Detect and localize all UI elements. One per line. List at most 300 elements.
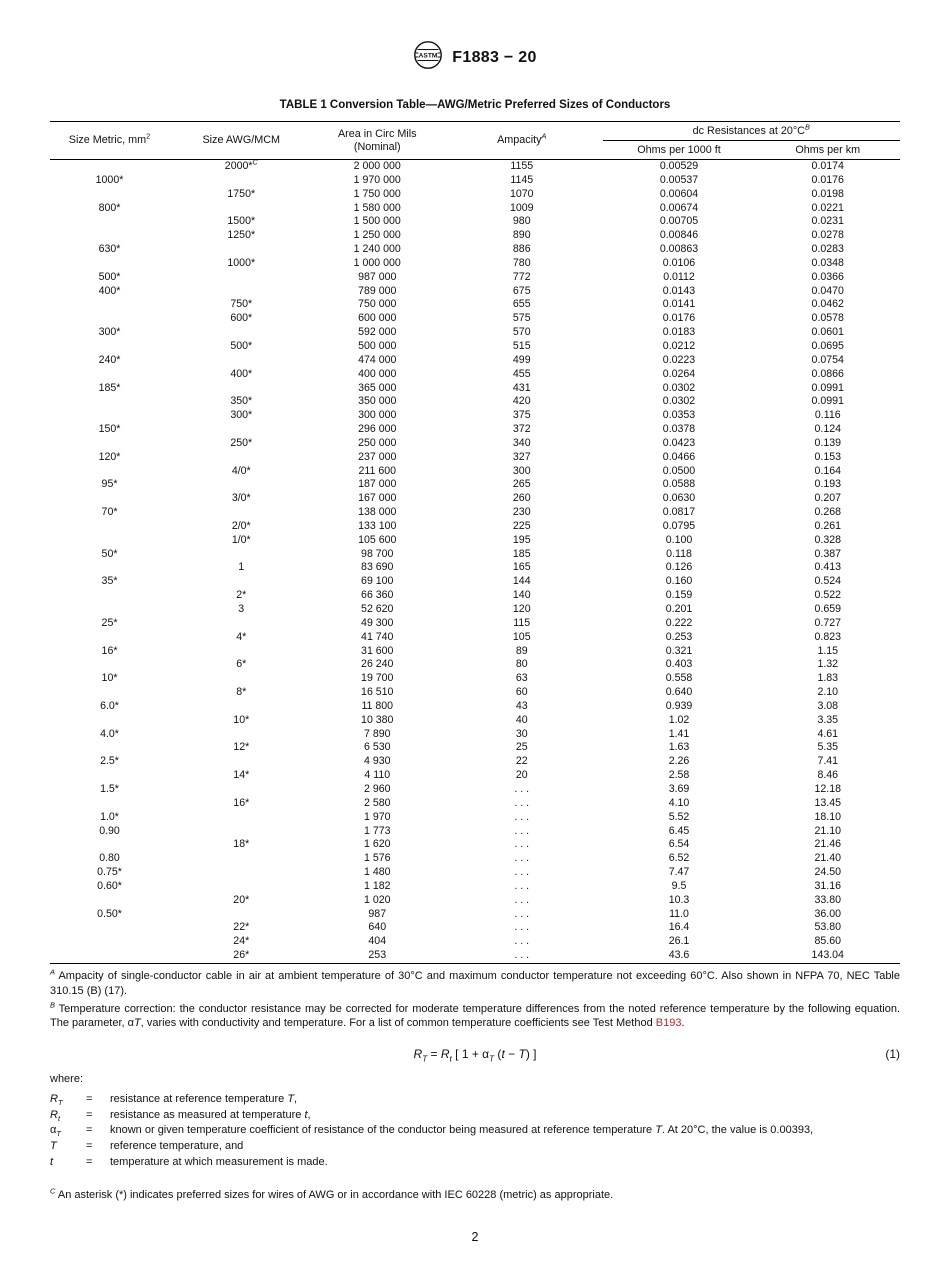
table-cell [50, 658, 169, 672]
table-cell: 3.35 [817, 713, 839, 726]
table-cell: 0.201 [665, 603, 693, 615]
table-cell: 133 100 [358, 519, 397, 532]
table-row [50, 755, 900, 769]
table-cell: 1.83 [817, 672, 839, 685]
table-cell: . . . [514, 893, 530, 906]
table-cell: 1009 [509, 201, 534, 214]
table-cell: 21.40 [814, 852, 841, 865]
table-cell: 138 000 [358, 506, 397, 519]
where-item [50, 1108, 900, 1124]
table-cell [50, 949, 169, 963]
footnotes-section [50, 969, 900, 1031]
table-cell: 886 [512, 243, 531, 256]
table-cell: 31.16 [814, 879, 841, 892]
table-cell [169, 811, 314, 825]
table-cell: 1 970 000 [353, 173, 401, 186]
table-cell: 575 [512, 312, 531, 325]
table-cell: 18* [233, 838, 250, 851]
where-description: resistance at reference temperature T, [110, 1093, 298, 1106]
table-row [50, 949, 900, 963]
table-cell: 0.0378 [662, 423, 696, 436]
table-cell: 3.69 [668, 782, 690, 795]
table-row [50, 368, 900, 382]
table-cell: 0.0462 [811, 298, 844, 311]
footnote-a: $^A$ Ampacity of single-conductor cable in air at ambient temperature of 30°C and maximum conductor temperature not exceeding 60°C. Also shown in NFPA 70, NEC Table 310.15 (B) (17). [50, 967, 900, 997]
table-cell: 0.126 [665, 561, 693, 574]
table-cell: 0.413 [814, 561, 841, 574]
table-row [50, 714, 900, 728]
table-cell: 640 [368, 921, 387, 934]
table-cell: 2.26 [668, 755, 690, 768]
table-cell: 185 [512, 547, 531, 560]
table-cell [169, 548, 314, 562]
table-cell: 0.0366 [811, 270, 844, 283]
table-cell [169, 202, 314, 216]
table-cell [50, 188, 169, 202]
table-row [50, 700, 900, 714]
where-symbol: T [50, 1139, 57, 1152]
table-row [50, 811, 900, 825]
table-cell: 225 [512, 519, 531, 532]
table-row [50, 894, 900, 908]
table-cell: 0.00537 [659, 173, 699, 186]
table-cell: 19 700 [361, 672, 394, 685]
table-cell: 0.0112 [663, 270, 695, 283]
table-cell: 13.45 [814, 796, 841, 809]
table-cell: 592 000 [358, 326, 397, 339]
col-header-ohms-per-km: Ohms per km [795, 143, 861, 156]
table-cell [50, 534, 169, 548]
table-cell: 33.80 [814, 893, 841, 906]
table-cell: 10 380 [361, 713, 394, 726]
table-cell: 6.0* [100, 699, 119, 712]
table-cell: 4* [236, 630, 247, 643]
table-cell [50, 465, 169, 479]
where-symbol: $\alpha_T$ [50, 1124, 61, 1139]
table-cell: 211 600 [358, 464, 396, 477]
table-cell: 0.193 [814, 478, 841, 491]
table-cell: 22* [233, 921, 250, 934]
table-cell: 0.0106 [662, 256, 696, 269]
table-cell: 16 510 [361, 686, 394, 699]
table-cell: . . . [514, 907, 530, 920]
table-cell: 300* [98, 326, 121, 339]
table-cell [50, 686, 169, 700]
table-cell: 185* [98, 381, 121, 394]
table-cell: 2 580 [363, 796, 391, 809]
table-row [50, 797, 900, 811]
table-row [50, 686, 900, 700]
table-cell [50, 797, 169, 811]
table-cell [50, 409, 169, 423]
table-cell: 2 960 [363, 782, 391, 795]
table-row [50, 825, 900, 839]
table-cell [50, 561, 169, 575]
table-cell: 0.403 [665, 658, 693, 671]
equals-sign: = [86, 1124, 93, 1137]
table-cell: 18.10 [814, 810, 841, 823]
table-cell: 1 020 [363, 893, 391, 906]
table-cell: 0.153 [814, 450, 841, 463]
table-row [50, 326, 900, 340]
table-cell: 0.0991 [811, 395, 844, 408]
table-cell [50, 492, 169, 506]
table-cell: 1 620 [363, 838, 391, 851]
table-row [50, 548, 900, 562]
table-row [50, 866, 900, 880]
table-cell [50, 589, 169, 603]
table-cell: 0.522 [814, 589, 841, 602]
where-symbol: $R_T$ [50, 1093, 63, 1108]
table-cell: . . . [514, 852, 530, 865]
table-row [50, 617, 900, 631]
table-cell: 1 250 000 [353, 229, 401, 242]
table-cell: 22 [515, 755, 528, 768]
table-cell: 1.15 [817, 644, 839, 657]
table-cell: 340 [512, 436, 531, 449]
table-cell: 43.6 [668, 949, 690, 962]
table-cell: . . . [514, 935, 530, 948]
table-cell [169, 700, 314, 714]
col-header-size-metric: Size Metric, $mm^2$ [68, 131, 151, 147]
table-row [50, 728, 900, 742]
table-cell: 0.50* [97, 907, 122, 920]
table-cell: 455 [512, 367, 531, 380]
table-row [50, 451, 900, 465]
table-cell: 655 [512, 298, 531, 311]
table-cell: 500 000 [358, 339, 397, 352]
table-cell: 1 000 000 [353, 256, 401, 269]
table-cell: 0.0264 [662, 367, 696, 380]
table-row [50, 645, 900, 659]
table-cell: 675 [512, 284, 531, 297]
table-cell: 372 [512, 423, 531, 436]
table-cell: 0.60* [97, 879, 122, 892]
table-cell [50, 298, 169, 312]
table-cell: 6 530 [363, 741, 391, 754]
table-cell: 499 [512, 353, 531, 366]
table-cell: 0.0470 [811, 284, 844, 297]
equals-sign: = [86, 1155, 93, 1168]
table-cell: 1155 [510, 160, 534, 172]
table-cell: 375 [512, 409, 531, 422]
equals-sign: = [86, 1093, 93, 1106]
table-cell: 0.0500 [662, 464, 696, 477]
table-cell [50, 340, 169, 354]
table-cell: 1.41 [668, 727, 690, 740]
where-label: where: [50, 1073, 84, 1086]
table-cell: 0.0423 [662, 436, 696, 449]
table-cell: 0.0578 [811, 312, 844, 325]
table-cell: 1 240 000 [353, 243, 401, 256]
table-cell: 6.54 [668, 838, 690, 851]
table-cell: 0.0231 [811, 215, 844, 228]
table-cell: 4.61 [817, 727, 839, 740]
table-cell [50, 921, 169, 935]
table-cell [169, 617, 314, 631]
table-cell: 400* [98, 284, 121, 297]
table-cell: 1000* [227, 256, 256, 269]
table-cell: 1 576 [363, 852, 391, 865]
table-cell: 1 970 [363, 810, 391, 823]
table-cell: 600* [230, 312, 253, 325]
col-header-ampacity: Ampacity$^A$ [497, 131, 547, 147]
table-cell: 8.46 [817, 769, 839, 782]
footnote-c: $^C$ An asterisk (*) indicates preferred sizes for wires of AWG or in accordance with IEC 60228 (metric) as appropriate. [50, 1186, 614, 1202]
table-cell: 26.1 [668, 935, 690, 948]
table-cell: 0.0212 [662, 339, 696, 352]
table-cell: 4 110 [364, 769, 391, 782]
table-cell [50, 312, 169, 326]
table-cell: 41 740 [361, 630, 394, 643]
table-cell: . . . [514, 838, 530, 851]
table-cell: 195 [512, 533, 531, 546]
table-cell [169, 755, 314, 769]
table-cell: 0.0198 [811, 187, 844, 200]
table-cell: 1.02 [668, 713, 690, 726]
table-cell: 789 000 [358, 284, 397, 297]
table-cell: 9.5 [671, 879, 687, 892]
table-cell: 40 [515, 713, 528, 726]
table-cell: 25* [101, 616, 118, 629]
table-row [50, 354, 900, 368]
where-description: known or given temperature coefficient of resistance of the conductor being measured at reference temperature T. At 20°C, the value is 0.00393, [110, 1124, 814, 1137]
table-cell: 30 [515, 727, 528, 740]
table-cell: 2000*$^C$ [224, 159, 258, 172]
table-cell: 265 [512, 478, 531, 491]
table-cell: 4.0* [100, 727, 119, 740]
b193-link[interactable]: B193 [655, 1017, 682, 1030]
table-cell [169, 243, 314, 257]
table-cell: 26* [233, 949, 250, 962]
table-cell [50, 603, 169, 617]
col-header-size-awg: Size AWG/MCM [202, 134, 281, 147]
table-cell: 7.41 [817, 755, 839, 768]
table-cell: 296 000 [358, 423, 397, 436]
table-cell [169, 423, 314, 437]
table-cell: 230 [512, 506, 531, 519]
svg-text:ASTM: ASTM [418, 52, 438, 60]
table-row [50, 229, 900, 243]
table-cell: 0.00863 [659, 243, 699, 256]
table-cell: 0.00529 [659, 160, 699, 172]
table-cell: 0.0176 [811, 173, 844, 186]
table-cell: 25 [515, 741, 528, 754]
table-cell [50, 395, 169, 409]
table-cell: 53.80 [814, 921, 841, 934]
table-cell: 980 [512, 215, 531, 228]
table-cell: 6.52 [668, 852, 690, 865]
table-cell: 300 000 [358, 409, 397, 422]
table-cell: 14* [233, 769, 250, 782]
table-cell: 0.659 [814, 603, 841, 615]
where-item [50, 1123, 900, 1139]
table-cell: 20 [515, 769, 528, 782]
table-cell: 1000* [95, 173, 124, 186]
table-cell: 327 [512, 450, 531, 463]
table-cell: 140 [512, 589, 531, 602]
table-cell: 115 [513, 616, 531, 629]
table-cell [169, 451, 314, 465]
table-cell: 66 360 [361, 589, 394, 602]
table-cell: 85.60 [814, 935, 841, 948]
table-cell: 400 000 [358, 367, 397, 380]
table-cell: 0.116 [814, 409, 841, 422]
where-list [50, 1092, 900, 1170]
table-cell: 772 [512, 270, 531, 283]
table-cell: . . . [514, 824, 530, 837]
where-description: resistance as measured at temperature t, [110, 1108, 311, 1121]
table-cell [50, 520, 169, 534]
table-cell: 0.0278 [811, 229, 844, 242]
table-cell: 0.159 [665, 589, 693, 602]
table-cell: 187 000 [358, 478, 397, 491]
table-row [50, 243, 900, 257]
table-cell: 0.00705 [659, 215, 699, 228]
table-row [50, 298, 900, 312]
table-cell: 89 [515, 644, 528, 657]
equals-sign: = [86, 1139, 93, 1152]
table-cell: 7 890 [363, 727, 391, 740]
table-cell: 0.0221 [811, 201, 844, 214]
table-cell: 300* [230, 409, 253, 422]
table-cell: 60 [515, 686, 528, 699]
table-cell: 1 500 000 [353, 215, 401, 228]
table-cell [169, 575, 314, 589]
table-cell: 0.0754 [811, 353, 844, 366]
table-cell: 150* [98, 423, 121, 436]
table-cell: 0.268 [814, 506, 841, 519]
table-cell: 1 [238, 561, 245, 574]
table-cell: 250* [230, 436, 253, 449]
where-item [50, 1139, 900, 1155]
table-cell [50, 714, 169, 728]
table-cell: 144 [512, 575, 531, 588]
table-cell: 1250* [227, 229, 256, 242]
table-cell: 0.524 [814, 575, 841, 588]
table-cell: 1 182 [363, 879, 391, 892]
table-header [50, 122, 900, 160]
table-cell: 5.52 [668, 810, 690, 823]
table-cell: 105 [512, 630, 531, 643]
table-cell: 0.0183 [662, 326, 696, 339]
table-row [50, 160, 900, 174]
table-cell: 404 [368, 935, 387, 948]
conversion-table [50, 121, 900, 964]
table-cell: 1500* [227, 215, 256, 228]
table-cell: 6* [236, 658, 247, 671]
astm-logo-icon [413, 40, 443, 75]
table-cell [50, 631, 169, 645]
table-cell: . . . [514, 879, 530, 892]
table-cell: 63 [515, 672, 528, 685]
page-number: 2 [471, 1230, 479, 1244]
table-cell: 120* [98, 450, 121, 463]
table-cell [169, 728, 314, 742]
table-cell: 500* [98, 270, 121, 283]
table-cell: 0.0223 [662, 353, 696, 366]
table-cell: 365 000 [358, 381, 397, 394]
table-cell: 69 100 [361, 575, 394, 588]
table-cell: 750 000 [358, 298, 397, 311]
table-row [50, 409, 900, 423]
table-cell: 2.5* [100, 755, 119, 768]
table-row [50, 783, 900, 797]
table-cell: 1 773 [363, 824, 391, 837]
table-cell [50, 838, 169, 852]
table-cell: 0.0601 [811, 326, 844, 339]
table-cell: 0.0141 [662, 298, 696, 311]
table-cell: 12* [233, 741, 250, 754]
table-cell: 1145 [510, 173, 534, 186]
table-row [50, 589, 900, 603]
table-cell: 4/0* [231, 464, 251, 477]
equals-sign: = [86, 1108, 93, 1121]
table-cell: 4 930 [363, 755, 391, 768]
table-cell: 49 300 [361, 616, 394, 629]
table-cell: 0.75* [97, 866, 122, 879]
table-row [50, 492, 900, 506]
table-cell [169, 672, 314, 686]
table-cell: 0.222 [665, 616, 693, 629]
table-cell: 12.18 [814, 782, 841, 795]
table-cell: 0.118 [666, 547, 692, 560]
table-cell: 0.0991 [811, 381, 844, 394]
table-cell [50, 437, 169, 451]
table-cell [169, 825, 314, 839]
table-row [50, 921, 900, 935]
table-row [50, 215, 900, 229]
equation-block [50, 1047, 900, 1064]
table-cell: 98 700 [361, 547, 394, 560]
table-cell: 0.0795 [662, 519, 696, 532]
table-cell: 0.0348 [811, 256, 844, 269]
table-cell: 120 [512, 603, 531, 615]
table-cell: 1 750 000 [353, 187, 401, 200]
table-cell [50, 935, 169, 949]
table-row [50, 188, 900, 202]
col-header-dc-resistances: dc Resistances at $20^\circ C^B$ [603, 122, 901, 141]
table-cell: 143.04 [811, 949, 844, 962]
table-cell: 35* [101, 575, 118, 588]
table-cell: 3/0* [231, 492, 251, 505]
table-cell: 0.0174 [811, 160, 844, 172]
table-cell: 0.321 [665, 644, 693, 657]
table-cell: . . . [514, 782, 530, 795]
table-cell: 11 800 [361, 699, 394, 712]
table-cell: 1.5* [100, 782, 119, 795]
table-cell: 253 [368, 949, 387, 962]
doc-header [50, 26, 900, 75]
table-cell: 780 [512, 256, 531, 269]
table-cell: 0.00604 [659, 187, 699, 200]
table-cell: 24* [233, 935, 250, 948]
table-cell [50, 229, 169, 243]
table-cell [169, 285, 314, 299]
table-row [50, 271, 900, 285]
table-row [50, 506, 900, 520]
table-cell: 474 000 [358, 353, 397, 366]
table-cell [50, 769, 169, 783]
table-cell [169, 645, 314, 659]
table-cell: 0.727 [814, 616, 841, 629]
where-description: reference temperature, and [110, 1139, 244, 1152]
table-cell: 0.261 [814, 519, 841, 532]
table-cell: 7.47 [668, 866, 690, 879]
table-row [50, 769, 900, 783]
table-cell: 1750* [227, 187, 256, 200]
table-cell: 0.0866 [811, 367, 844, 380]
